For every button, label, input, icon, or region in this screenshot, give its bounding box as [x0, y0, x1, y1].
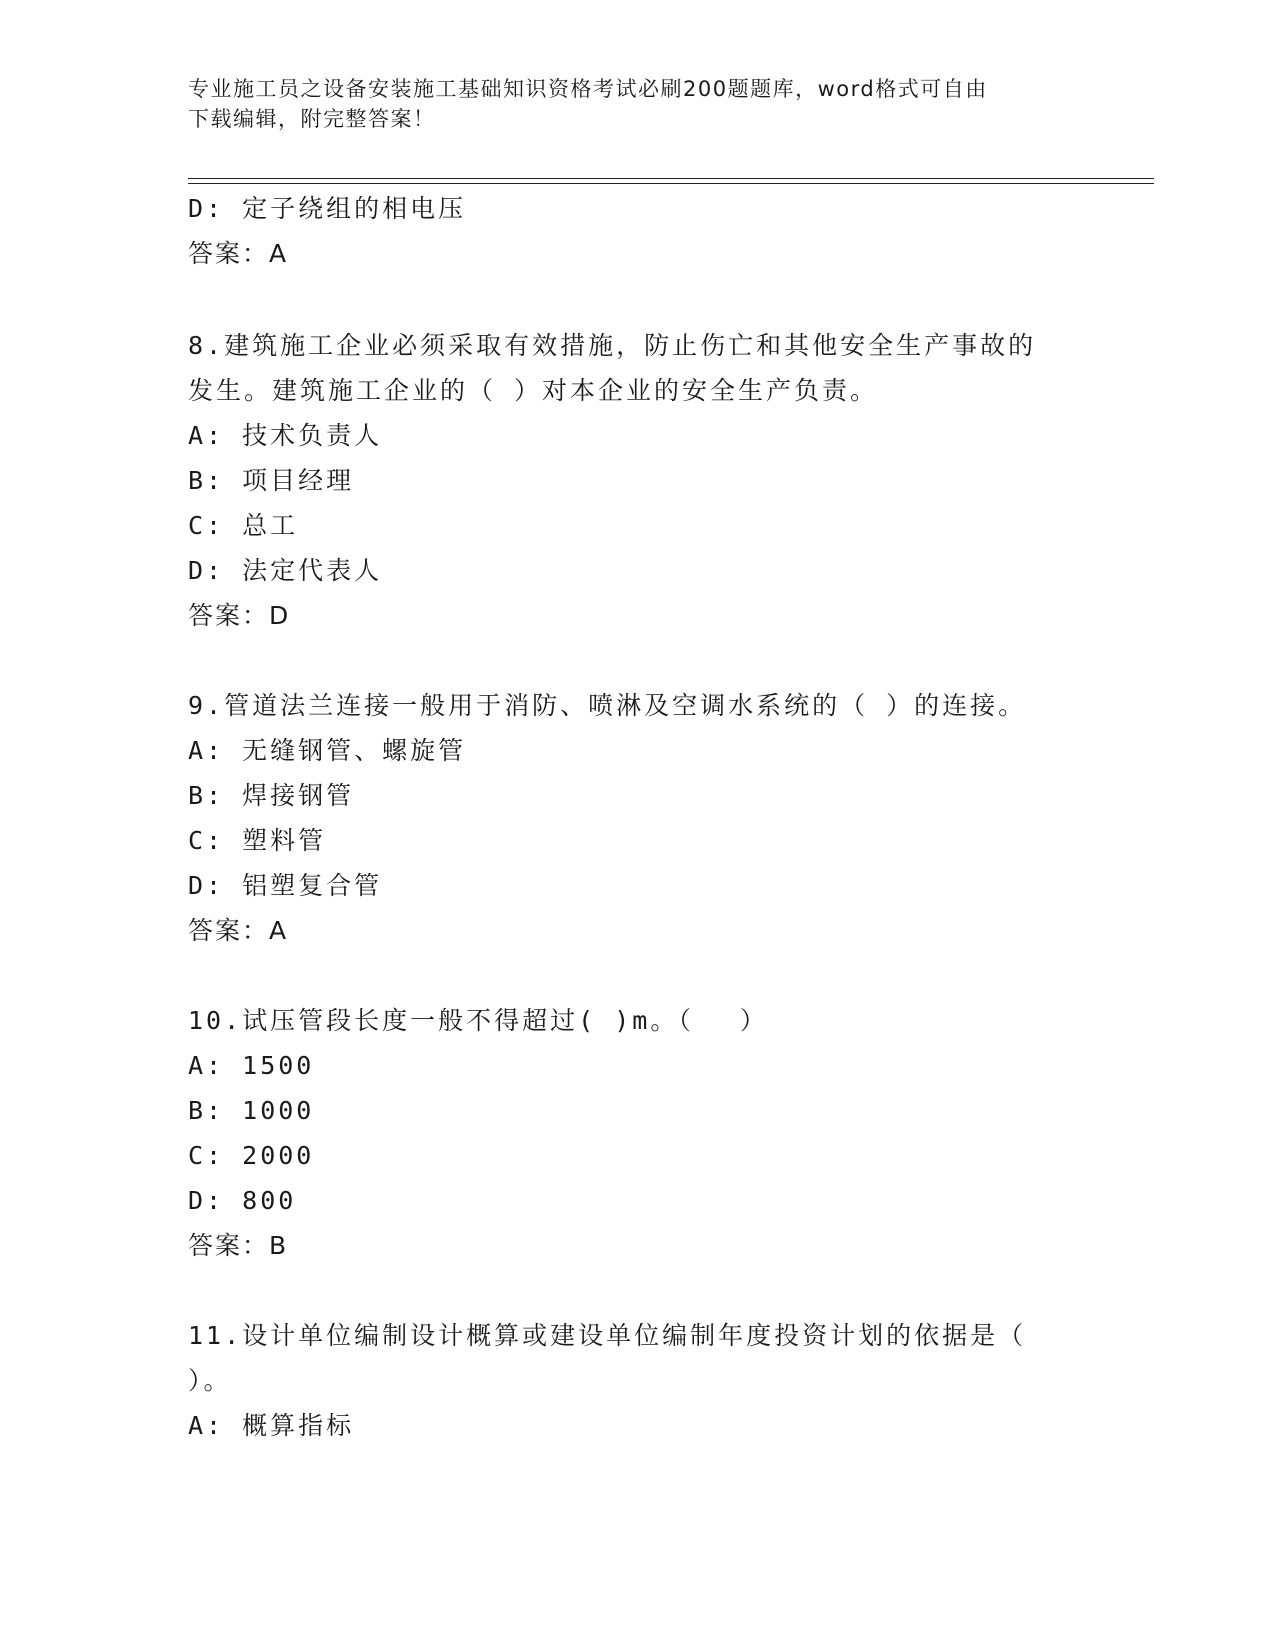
answer-line: 答案：A — [188, 239, 289, 268]
option-line: D: 法定代表人 — [188, 556, 383, 585]
document-header — [188, 74, 1068, 134]
option-line: A: 无缝钢管、螺旋管 — [188, 736, 467, 765]
answer-line: 答案：B — [188, 1231, 289, 1260]
option-line: D: 铝塑复合管 — [188, 871, 383, 900]
option-line: C: 总工 — [188, 511, 299, 540]
question-8-line-1: 8.建筑施工企业必须采取有效措施，防止伤亡和其他安全生产事故的 — [188, 331, 1037, 360]
question-8-line-2: 发生。建筑施工企业的（ ）对本企业的安全生产负责。 — [188, 376, 879, 405]
option-line: D: 定子绕组的相电压 — [188, 194, 467, 223]
header-divider-bottom — [188, 183, 1154, 184]
option-line: D: 800 — [188, 1186, 297, 1215]
answer-line: 答案：A — [188, 916, 289, 945]
question-11-line-2: ）。 — [188, 1366, 232, 1395]
option-line: C: 塑料管 — [188, 826, 327, 855]
option-line: C: 2000 — [188, 1141, 315, 1170]
option-line: B: 1000 — [188, 1096, 315, 1125]
header-line-2: 下载编辑，附完整答案！ — [188, 107, 436, 131]
option-line: A: 概算指标 — [188, 1411, 355, 1440]
header-divider-top — [188, 178, 1154, 179]
question-11-line-1: 11.设计单位编制设计概算或建设单位编制年度投资计划的依据是（ — [188, 1321, 1027, 1350]
option-line: A: 1500 — [188, 1051, 315, 1080]
header-line-1: 专业施工员之设备安装施工基础知识资格考试必刷200题题库，word格式可自由 — [188, 77, 988, 101]
option-line: B: 项目经理 — [188, 466, 355, 495]
option-line: A: 技术负责人 — [188, 421, 383, 450]
question-9-line-1: 9.管道法兰连接一般用于消防、喷淋及空调水系统的（ ）的连接。 — [188, 691, 1027, 720]
option-line: B: 焊接钢管 — [188, 781, 355, 810]
question-10-line-1: 10.试压管段长度一般不得超过( )m。（ ） — [188, 1006, 768, 1035]
answer-line: 答案：D — [188, 601, 291, 630]
